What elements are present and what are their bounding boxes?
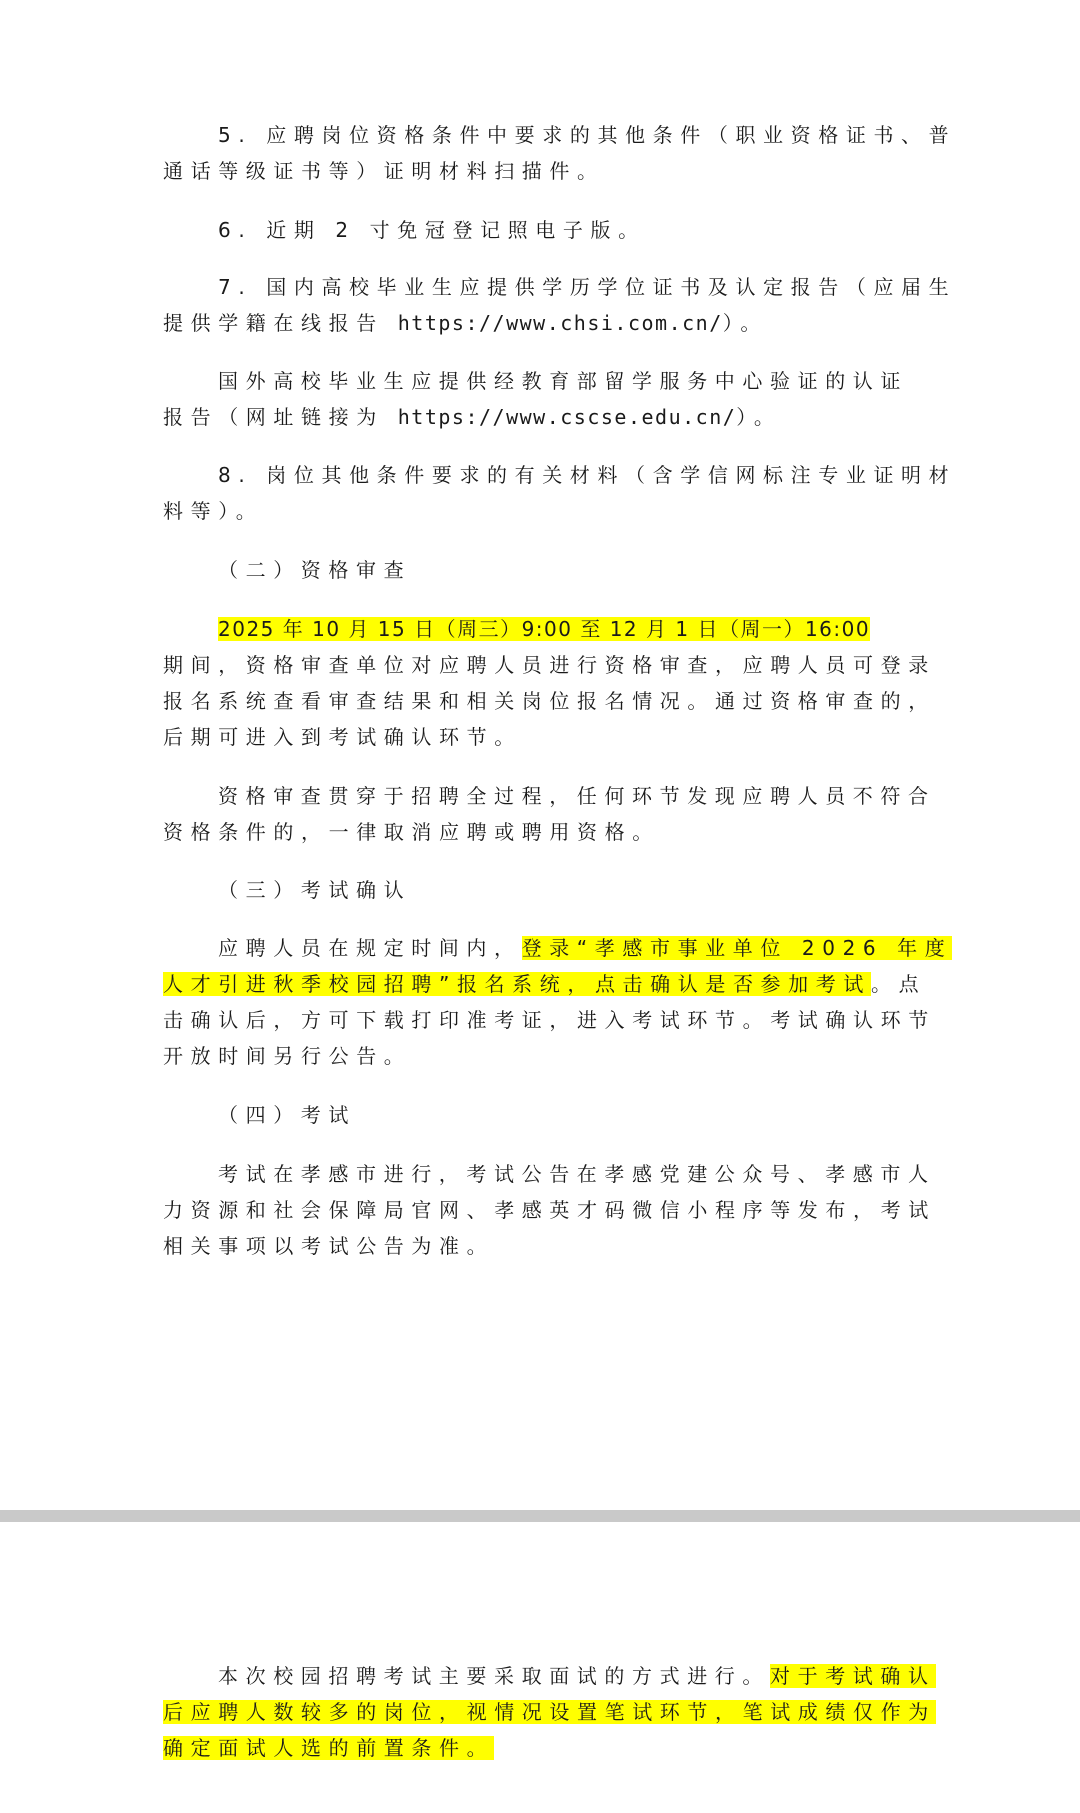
item-8-paragraph [163,457,957,529]
item-6-paragraph [163,212,913,248]
interview-line-2 [108,1694,936,1730]
section-4-line-1: 考试在孝感市进行，考试公告在孝感党建公众号、孝感市人 [218,1162,936,1186]
item-5-paragraph [163,117,957,189]
section-3-line-1: 应聘人员在规定时间内，登录“孝感市事业单位 2026 年度 [218,936,953,960]
section-3-line-3: 击确认后，方可下载打印准考证，进入考试环节。考试确认环节 [163,1008,936,1032]
section-2-p2-line-1: 资格审查贯穿于招聘全过程，任何环节发现应聘人员不符合 [218,784,936,808]
review-period-highlight: 2025 年 10 月 15 日（周三）9:00 至 12 月 1 日（周一）16:00 [218,617,871,641]
item-7-line-2: 提供学籍在线报告 https://www.chsi.com.cn/）。 [163,311,768,335]
item-7-paragraph [163,269,957,341]
section-3-line-2: 人才引进秋季校园招聘”报名系统，点击确认是否参加考试。点 [163,972,927,996]
exam-confirm-highlight-1: 登录“孝感市事业单位 2026 年度 [521,936,953,960]
cscse-url-link[interactable]: https://www.cscse.edu.cn/ [397,405,737,429]
written-exam-highlight-2: 后应聘人数较多的岗位，视情况设置笔试环节，笔试成绩仅作为 [163,1700,936,1724]
interview-paragraph [163,1658,936,1766]
foreign-line-2: 报告（网址链接为 https://www.cscse.edu.cn/）。 [163,405,782,429]
interview-line-3 [108,1730,913,1766]
section-2-p2-line-2: 资格条件的，一律取消应聘或聘用资格。 [163,820,660,844]
item-6-line: 6. 近期 2 寸免冠登记照电子版。 [218,218,646,242]
section-2-paragraph-2 [163,778,936,850]
item-7-line-1: 7. 国内高校毕业生应提供学历学位证书及认定报告（应届生 [218,275,957,299]
foreign-graduate-paragraph [163,363,913,435]
written-exam-highlight-1: 对于考试确认 [770,1664,936,1688]
exam-confirm-highlight-2: 人才引进秋季校园招聘”报名系统，点击确认是否参加考试 [163,972,871,996]
section-4-line-2: 力资源和社会保障局官网、孝感英才码微信小程序等发布，考试 [163,1198,936,1222]
section-2-paragraph-1 [163,611,936,755]
qualification-review-period [163,611,913,647]
chsi-url-link[interactable]: https://www.chsi.com.cn/ [397,311,723,335]
interview-line-1: 本次校园招聘考试主要采取面试的方式进行。对于考试确认 [218,1664,936,1688]
section-2-p1-line-3: 报名系统查看审查结果和相关岗位报名情况。通过资格审查的， [163,689,936,713]
section-4-heading: （四）考试 [218,1103,356,1127]
foreign-line-1: 国外高校毕业生应提供经教育部留学服务中心验证的认证 [218,369,908,393]
page-separator [0,1510,1080,1522]
written-exam-highlight-3: 确定面试人选的前置条件。 [163,1736,495,1760]
section-2-p1-line-2: 期间，资格审查单位对应聘人员进行资格审查，应聘人员可登录 [163,653,936,677]
item-5-line-2: 通话等级证书等）证明材料扫描件。 [163,159,605,183]
item-8-line-1: 8. 岗位其他条件要求的有关材料（含学信网标注专业证明材 [218,463,957,487]
item-8-line-2: 料等）。 [163,499,264,523]
section-4-paragraph [163,1156,936,1264]
document-page-2 [0,1522,1080,1813]
item-5-line-1: 5. 应聘岗位资格条件中要求的其他条件（职业资格证书、普 [218,123,957,147]
section-3-paragraph [163,930,953,1074]
section-3-line-4: 开放时间另行公告。 [163,1044,412,1068]
section-2-heading: （二）资格审查 [218,558,412,582]
section-2-p1-line-4: 后期可进入到考试确认环节。 [163,725,522,749]
section-4-line-3: 相关事项以考试公告为准。 [163,1234,495,1258]
section-3-heading: （三）考试确认 [218,878,412,902]
